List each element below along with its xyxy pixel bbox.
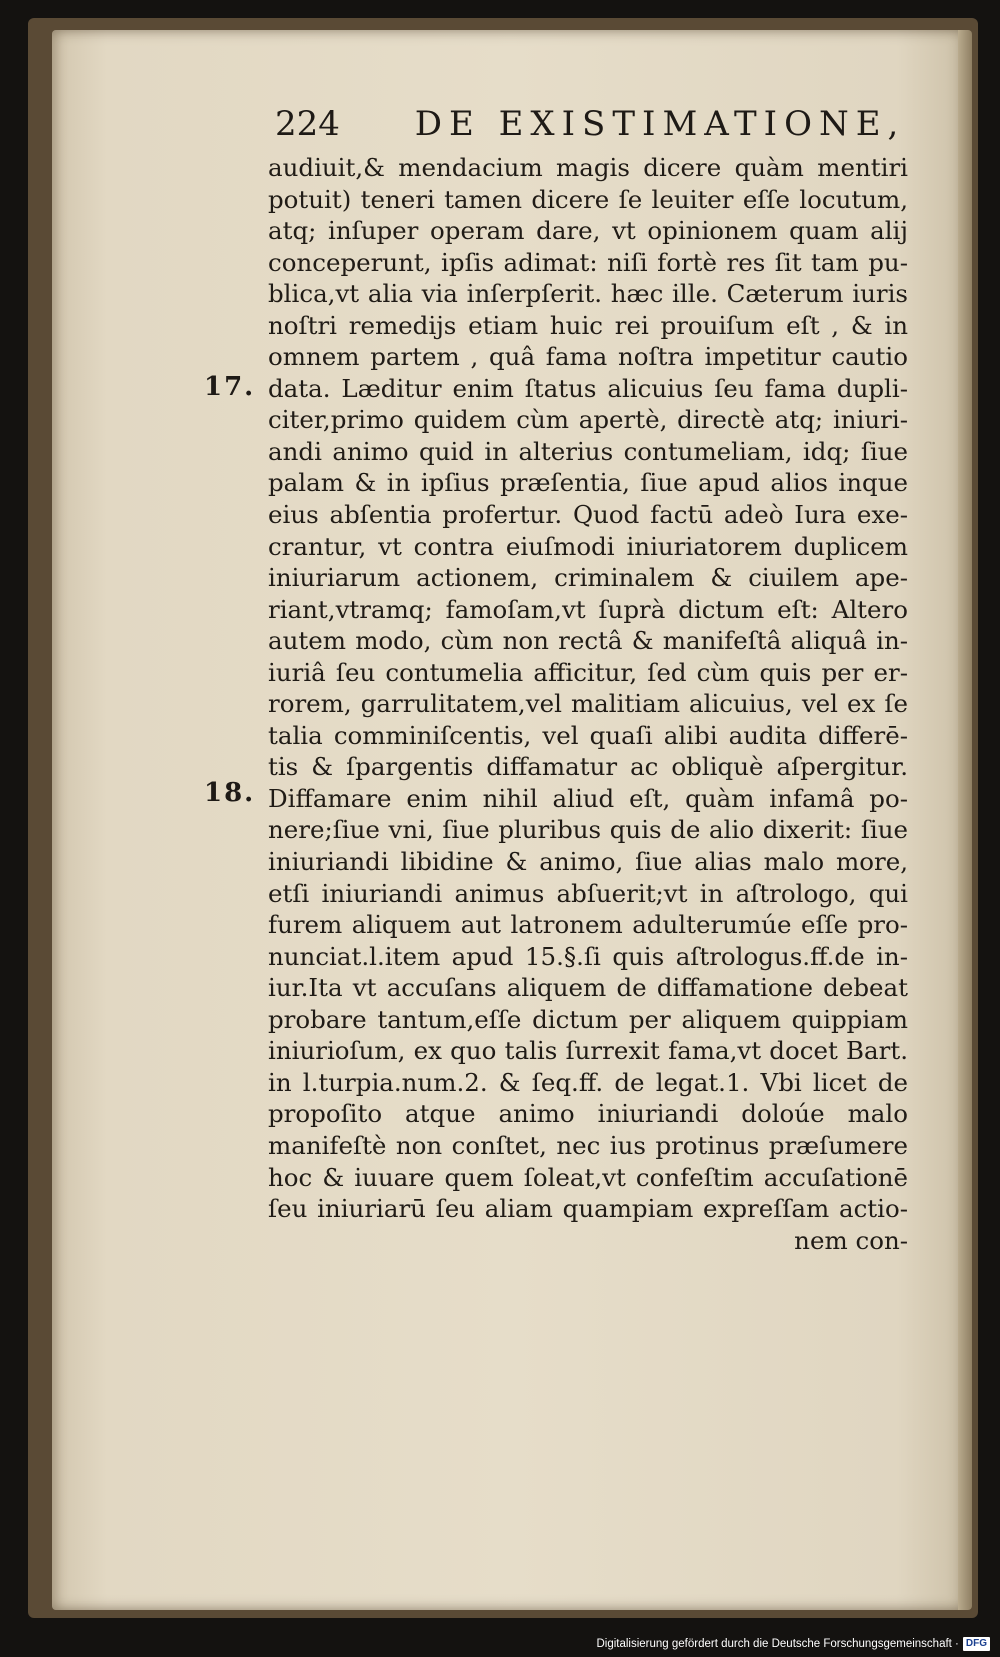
page-fore-edge: [958, 30, 972, 1610]
text-line: propoſito atque animo iniuriandi doloúe malo: [268, 1099, 908, 1129]
text-line: iur.Ita vt accuſans aliquem de diffamatione debeat: [268, 973, 908, 1003]
margin-number-17: 17.: [204, 372, 256, 402]
margin-number-18: 18.: [204, 778, 256, 808]
footer-credit: Digitalisierung gefördert durch die Deutsche Forschungsgemeinschaft ·: [596, 1638, 959, 1650]
text-line: blica,vt alia via inſerpſerit. hæc ille. Cæterum iuris: [268, 279, 908, 309]
text-line: probare tantum,eſſe dictum per aliquem quippiam: [268, 1004, 908, 1034]
body-text: [268, 152, 908, 1256]
text-line: autem modo, cùm non rectâ & manifeſtâ aliquâ in-: [268, 626, 908, 656]
text-line: iuriâ ſeu contumelia afficitur, ſed cùm quis per er-: [268, 657, 908, 687]
text-line: talia comminiſcentis, vel quaſi alibi audita differē-: [268, 720, 908, 750]
text-line: andi animo quid in alterius contumeliam, idq; ſiue: [268, 436, 908, 466]
text-line: citer,primo quidem cùm apertè, directè atq; iniuri-: [268, 405, 908, 435]
text-line: etſi iniuriandi animus abſuerit;vt in aſtrologo, qui: [268, 878, 908, 908]
text-line: ſeu iniuriarū ſeu aliam quampiam expreſſam actio-: [268, 1194, 908, 1224]
text-line: in l.turpia.num.2. & ſeq.ff. de legat.1. Vbi licet de: [268, 1067, 908, 1097]
running-header: [275, 104, 906, 144]
text-line: hoc & iuuare quem ſoleat,vt confeſtim accuſationē: [268, 1162, 908, 1192]
text-line: iniuriarum actionem, criminalem & ciuilem ape-: [268, 563, 908, 593]
dfg-logo-icon: DFG: [963, 1637, 990, 1651]
text-line: omnem partem , quâ fama noſtra impetitur cautio: [268, 342, 908, 372]
text-line: iniurioſum, ex quo talis ſurrexit fama,vt docet Bart.: [268, 1036, 908, 1066]
text-line: furem aliquem aut latronem adulterumúe eſſe pro-: [268, 910, 908, 940]
text-line: crantur, vt contra eiuſmodi iniuriatorem duplicem: [268, 531, 908, 561]
text-line: tis & ſpargentis diffamatur ac obliquè aſpergitur.: [268, 752, 908, 782]
text-line: data. Læditur enim ſtatus alicuius ſeu fama dupli-: [268, 373, 908, 403]
text-line: palam & in ipſius præſentia, ſiue apud alios inque: [268, 468, 908, 498]
text-line: riant,vtramq; famoſam,vt ſuprà dictum eſt: Altero: [268, 594, 908, 624]
running-title: DE EXISTIMATIONE,: [414, 104, 906, 144]
text-line: rorem, garrulitatem,vel malitiam alicuius, vel ex ſe: [268, 689, 908, 719]
text-line: potuit) teneri tamen dicere ſe leuiter eſſe locutum,: [268, 184, 908, 214]
text-line: nere;ſiue vni, ſiue pluribus quis de alio dixerit: ſiue: [268, 815, 908, 845]
catchword: nem con-: [794, 1225, 908, 1255]
text-line: nunciat.l.item apud 15.§.ſi quis aſtrologus.ff.de in-: [268, 941, 908, 971]
text-line: audiuit,& mendacium magis dicere quàm mentiri: [268, 153, 908, 182]
text-line: Diffamare enim nihil aliud eſt, quàm infamâ po-: [268, 783, 908, 813]
text-line: manifeſtè non conſtet, nec ius protinus præſumere: [268, 1130, 908, 1160]
text-line: eius abſentia profertur. Quod factū adeò Iura exe-: [268, 500, 908, 530]
text-line: conceperunt, ipſis adimat: niſi fortè res ſit tam pu-: [268, 247, 908, 277]
digitization-footer: [596, 1633, 990, 1655]
text-line: atq; inſuper operam dare, vt opinionem quam alij: [268, 216, 908, 246]
page-number: 224: [275, 104, 340, 144]
text-line: noſtri remedijs etiam huic rei prouiſum eſt , & in: [268, 310, 908, 340]
text-line: iniuriandi libidine & animo, ſiue alias malo more,: [268, 847, 908, 877]
